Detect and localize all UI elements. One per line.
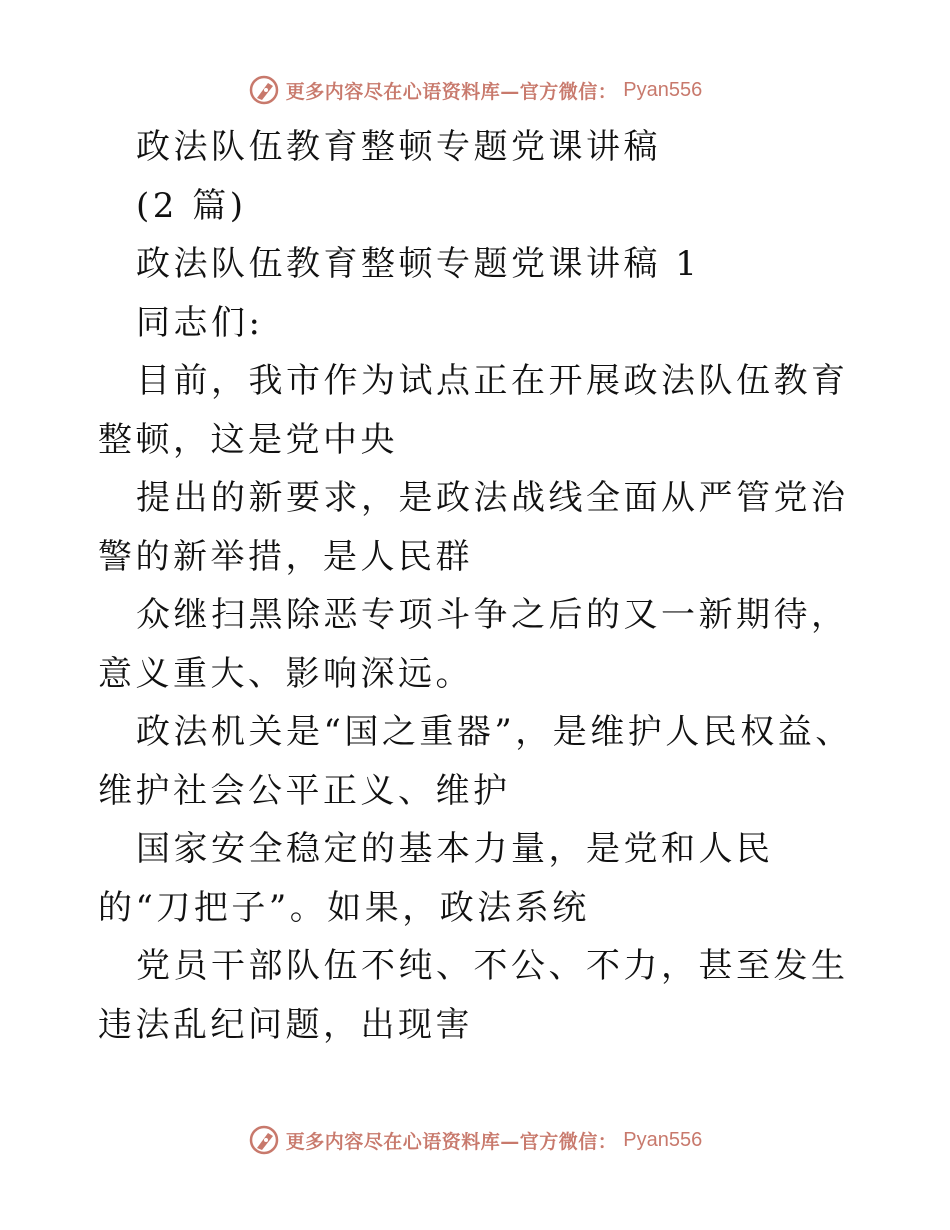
paragraph: 提出的新要求，是政法战线全面从严管党治警的新举措，是人民群	[98, 478, 849, 577]
footer-watermark	[0, 1120, 950, 1160]
pen-nib-logo-icon	[248, 1124, 280, 1156]
paragraph: 目前，我市作为试点正在开展政法队伍教育整顿，这是党中央	[98, 361, 849, 460]
paragraph: 党员干部队伍不纯、不公、不力，甚至发生违法乱纪问题，出现害	[98, 946, 849, 1045]
document-body	[98, 118, 858, 1054]
watermark-text: 更多内容尽在心语资料库—官方微信：	[285, 1130, 618, 1153]
document-title: 政法队伍教育整顿专题党课讲稿	[136, 127, 661, 167]
document-subtitle: (2 篇)	[136, 185, 247, 226]
paragraph: 众继扫黑除恶专项斗争之后的又一新期待，意义重大、影响深远。	[98, 595, 849, 694]
section-heading: 政法队伍教育整顿专题党课讲稿 1	[136, 244, 701, 284]
pen-nib-logo-icon	[248, 74, 280, 106]
paragraph: 政法机关是“国之重器”，是维护人民权益、维护社会公平正义、维护	[98, 712, 853, 811]
watermark-wechat-id: Pyan556	[623, 1128, 703, 1151]
watermark-text: 更多内容尽在心语资料库—官方微信：	[285, 80, 618, 103]
salutation: 同志们:	[136, 302, 264, 343]
paragraph: 国家安全稳定的基本力量，是党和人民的“刀把子”。如果，政法系统	[98, 829, 774, 928]
header-watermark	[0, 70, 950, 110]
watermark-wechat-id: Pyan556	[623, 78, 703, 101]
